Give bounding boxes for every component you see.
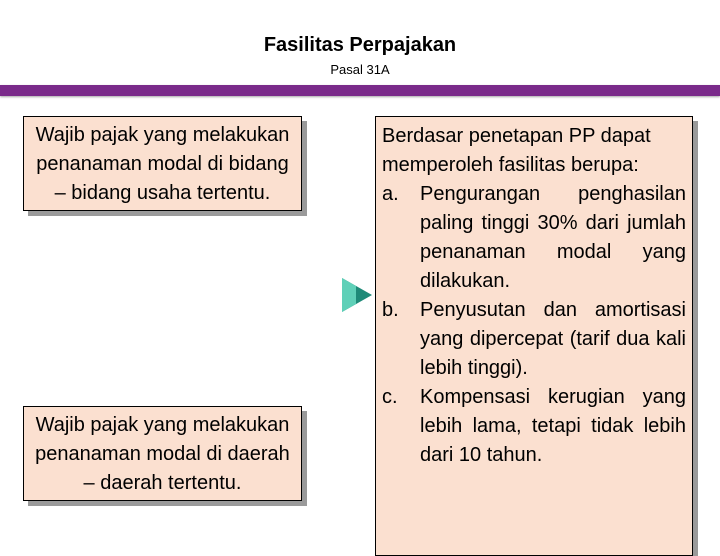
investment-region-box (23, 406, 302, 501)
facility-marker: a. (382, 183, 399, 205)
investment-sector-text: Wajib pajak yang melakukan penanaman modal di bidang – bidang usaha tertentu. (35, 124, 290, 204)
facility-text: Pengurangan penghasilan paling tinggi 30% dari jumlah penanaman modal yang dilakukan. (420, 183, 686, 292)
arrow-right-icon (342, 260, 372, 330)
facilities-intro: Berdasar penetapan PP dapat memperoleh fasilitas berupa: (382, 125, 651, 176)
facility-item-a (382, 180, 686, 296)
title-divider-bar (0, 85, 720, 96)
slide-subtitle: Pasal 31A (330, 62, 390, 77)
facilities-box (375, 116, 693, 556)
arrow-highlight-shape (342, 278, 356, 312)
investment-region-text: Wajib pajak yang melakukan penanaman modal di daerah – daerah tertentu. (35, 414, 290, 494)
facility-item-b (382, 296, 686, 383)
facilities-list (382, 180, 686, 470)
investment-sector-box (23, 116, 302, 211)
facility-text: Penyusutan dan amortisasi yang dipercepat (tarif dua kali lebih tinggi). (420, 299, 686, 379)
slide-title: Fasilitas Perpajakan (263, 34, 457, 56)
facility-text: Kompensasi kerugian yang lebih lama, tetapi tidak lebih dari 10 tahun. (420, 386, 686, 466)
facility-item-c (382, 383, 686, 470)
facility-marker: b. (382, 299, 399, 321)
facility-marker: c. (382, 386, 398, 408)
